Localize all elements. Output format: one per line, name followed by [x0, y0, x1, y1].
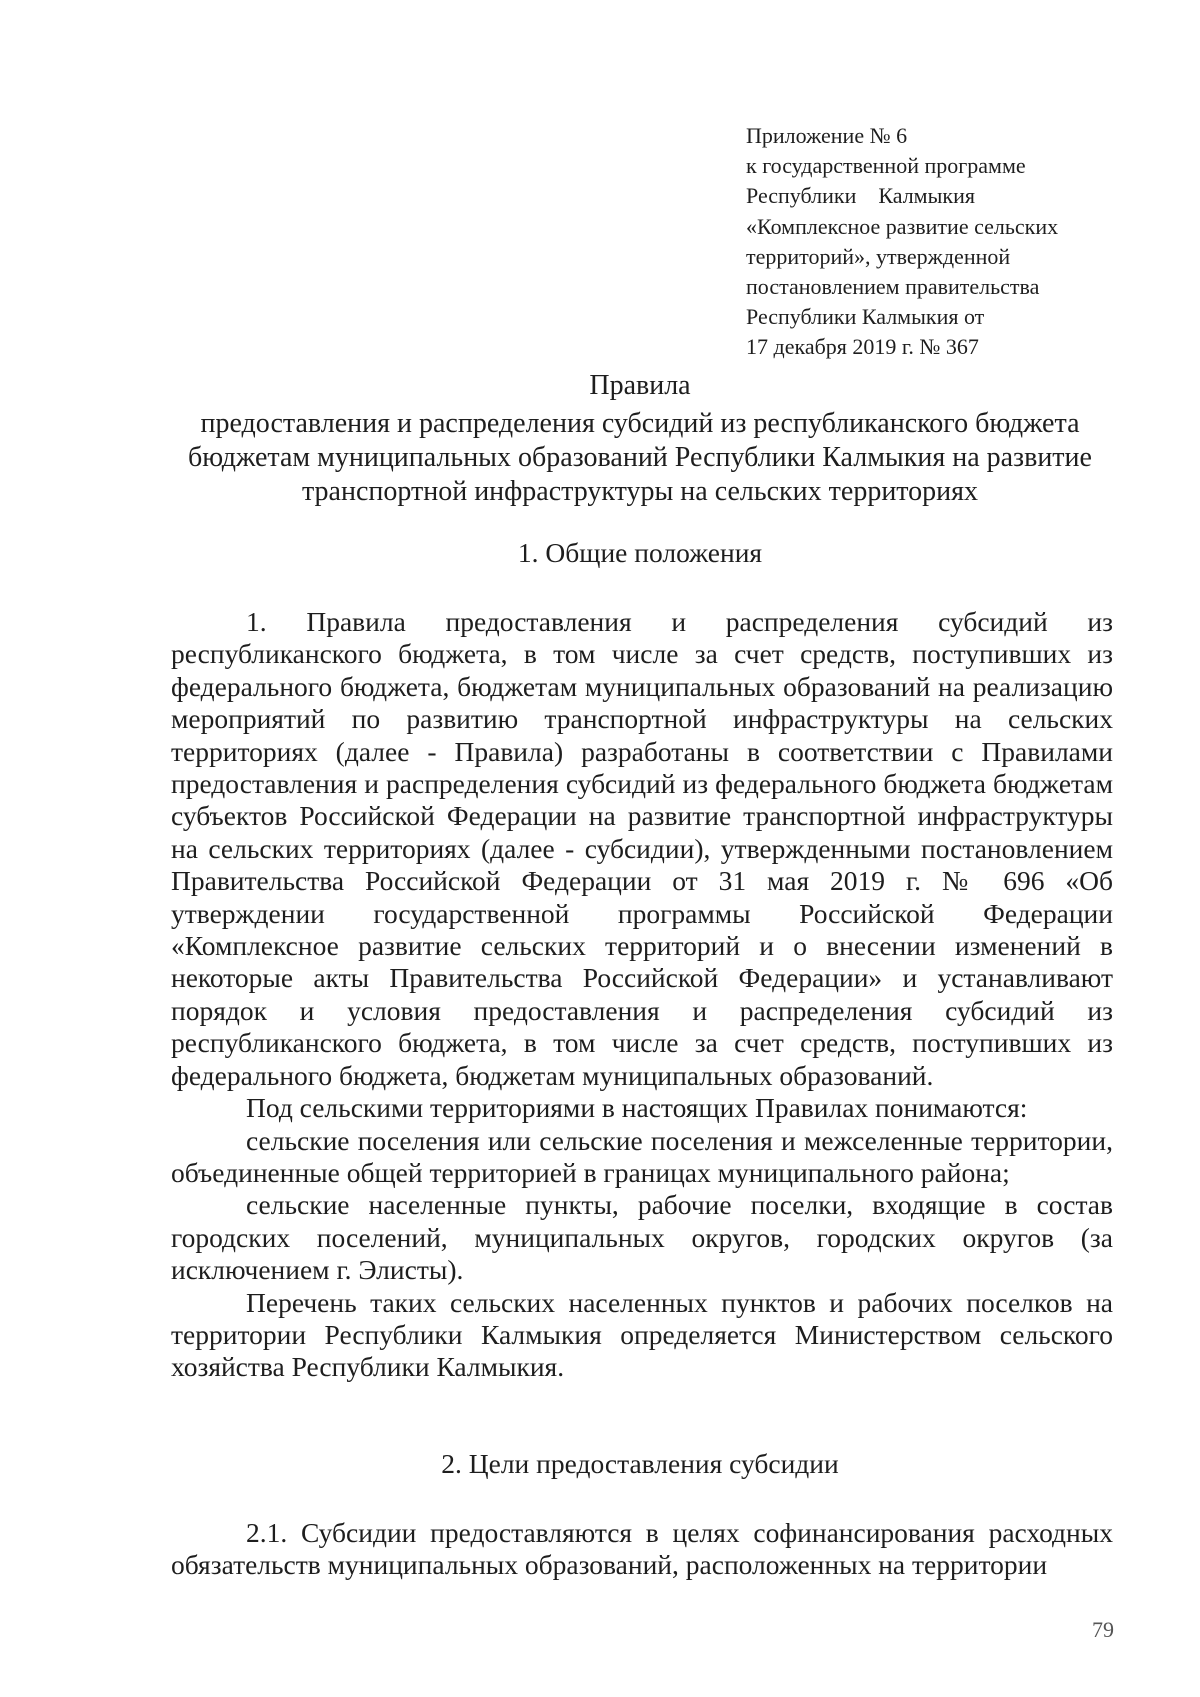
appendix-line: Республики Калмыкия	[746, 183, 975, 209]
paragraph: 1. Правила предоставления и распределения субсидий из республиканского бюджета, в том числе за счет средств, поступивших из федерального бюджета, бюджетам муниципальных образований на реализацию мероприятий по развитию транспортной инфраструктуры на сельских территориях (далее - Правила) разработаны в соответствии с Правилами предоставления и распределения субсидий из федерального бюджета бюджетам субъектов Российской Федерации на развитие транспортной инфраструктуры на сельских территориях (далее - субсидии), утвержденными постановлением Правительства Российской Федерации от 31 мая 2019 г. № 696 «Об утверждении государственной программы Российской Федерации «Комплексное развитие сельских территорий и о внесении изменений в некоторые акты Правительства Российской Федерации» и устанавливают порядок и условия предоставления и распределения субсидий из республиканского бюджета, в том числе за счет средств, поступивших из федерального бюджета, бюджетам муниципальных образований.	[171, 606, 1113, 1091]
paragraph: Под сельскими территориями в настоящих Правилах понимаются:	[246, 1092, 1028, 1124]
appendix-line: 17 декабря 2019 г. № 367	[746, 334, 979, 360]
page-number: 79	[1092, 1617, 1114, 1642]
paragraph: сельские поселения или сельские поселения и межселенные территории, объединенные общей территорией в границах муниципального района;	[171, 1124, 1113, 1188]
appendix-line: территорий», утвержденной	[746, 243, 1011, 269]
paragraph: 2.1. Субсидии предоставляются в целях софинансирования расходных обязательств муниципальных образований, расположенных на территории	[171, 1517, 1113, 1581]
document-subtitle: предоставления и распределения субсидий из республиканского бюджета бюджетам муниципальных образований Республики Калмыкия на развитие транспортной инфраструктуры на сельских территориях	[188, 408, 1092, 507]
appendix-line: Приложение № 6	[746, 123, 908, 148]
appendix-line: к государственной программе	[746, 153, 1026, 179]
appendix-line: Республики Калмыкия от	[746, 304, 985, 330]
section-body-general-provisions	[171, 606, 1113, 1384]
appendix-line: «Комплексное развитие сельских	[746, 213, 1059, 239]
paragraph: Перечень таких сельских населенных пунктов и рабочих поселков на территории Республики Калмыкия определяется Министерством сельского хозяйства Республики Калмыкия.	[171, 1286, 1113, 1383]
section-heading-subsidy-goals: 2. Цели предоставления субсидии	[441, 1448, 839, 1479]
appendix-line: постановлением правительства	[746, 274, 1040, 300]
appendix-header	[746, 121, 1146, 363]
section-heading-general-provisions: 1. Общие положения	[517, 537, 763, 568]
section-body-subsidy-goals	[171, 1517, 1113, 1582]
paragraph: сельские населенные пункты, рабочие поселки, входящие в состав городских поселений, муниципальных округов, городских округов (за исключением г. Элисты).	[171, 1189, 1113, 1286]
document-title: Правила	[589, 370, 691, 401]
